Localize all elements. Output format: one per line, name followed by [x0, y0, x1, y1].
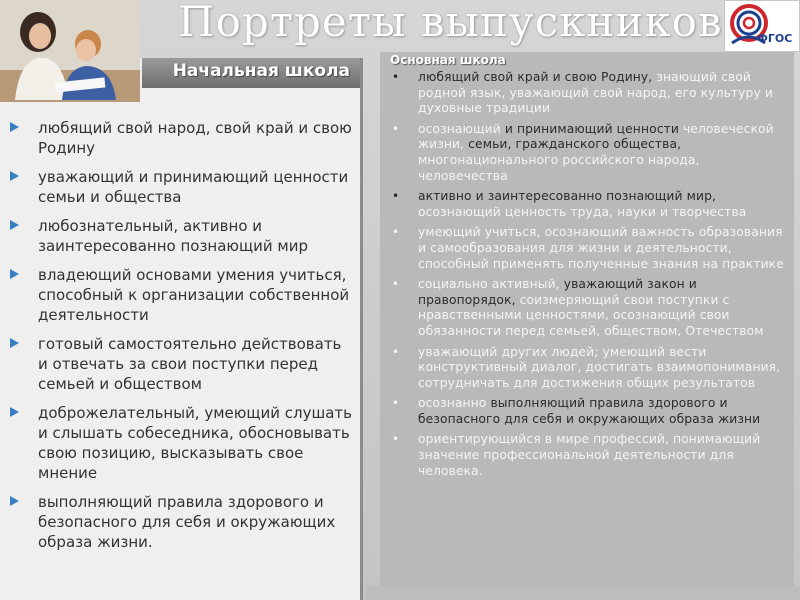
left-list-item-text: готовый самостоятельно действовать и отвечать за свои поступки перед семьей и обществом: [38, 335, 342, 393]
left-list-item-text: выполняющий правила здорового и безопасного для себя и окружающих образа жизни.: [38, 493, 336, 551]
right-list-item-segment: и принимающий ценности: [504, 121, 683, 136]
left-panel-primary-school: [0, 58, 363, 600]
right-list-item-segment: соизмеряющий свои поступки с нравственными ценностями, осознающий свои обязанности перед семьей, обществом, Отечеством: [418, 292, 764, 338]
arrow-bullet-icon: [10, 220, 19, 230]
left-list: [10, 118, 355, 561]
right-list-item-segment: любящий свой край и свою Родину,: [418, 70, 657, 84]
arrow-bullet-icon: [10, 269, 19, 279]
left-list-item: [10, 118, 355, 158]
arrow-bullet-icon: [10, 171, 19, 181]
right-list-item: [388, 189, 788, 220]
fgos-logo-text: ФГОС: [757, 32, 793, 45]
dot-bullet-icon: •: [392, 225, 400, 240]
right-panel-title: Основная школа: [390, 53, 506, 67]
fgos-logo: [724, 0, 800, 52]
right-list-item: [388, 122, 788, 184]
right-list-item-segment: ориентирующийся в мире профессий, понимающий значение профессиональной деятельности для человека.: [418, 432, 761, 478]
right-list-item-segment: активно и заинтересованно познающий мир,: [418, 189, 717, 204]
dot-bullet-icon: •: [392, 432, 400, 447]
arrow-bullet-icon: [10, 338, 19, 348]
left-list-item-text: уважающий и принимающий ценности семьи и общества: [38, 168, 349, 206]
right-list-item: [388, 277, 788, 339]
left-list-item-text: владеющий основами умения учиться, способный к организации собственной деятельности: [38, 266, 350, 324]
left-list-item-text: любящий свой народ, свой край и свою Родину: [38, 119, 352, 157]
dot-bullet-icon: •: [392, 344, 400, 359]
right-panel-secondary-school: [380, 52, 794, 586]
arrow-bullet-icon: [10, 407, 19, 417]
dot-bullet-icon: •: [392, 121, 400, 136]
right-list-item-segment: выполняющий правила здорового и безопасного для себя и окружающих образа жизни: [418, 396, 761, 426]
right-list-item: [388, 225, 788, 272]
right-list-item: [388, 70, 788, 117]
right-list-item-segment: уважающий закон и правопорядок,: [418, 277, 697, 307]
left-list-item: [10, 216, 355, 256]
right-list-item-segment: уважающий других людей; умеющий вести конструктивный диалог, достигать взаимопонимания, сотрудничать для достижения общих результатов: [418, 344, 781, 390]
right-list-item-segment: семьи, гражданского общества,: [468, 137, 682, 152]
left-list-item: [10, 492, 355, 552]
right-list-item-segment: осознающий: [418, 121, 505, 136]
bottom-strip: [366, 586, 800, 600]
right-list-item-segment: знающий свой родной язык, уважающий свой народ, его культуру и духовные традиции: [418, 70, 773, 116]
right-list-item-segment: социально активный,: [418, 277, 564, 292]
right-list: [388, 70, 788, 484]
right-list-item-segment: многонационального российского народа, человечества: [418, 152, 700, 183]
left-list-item: [10, 167, 355, 207]
page-title: Портреты выпускников: [178, 0, 723, 46]
right-list-item-segment: умеющий учиться, осознающий важность образования и самообразования для жизни и деятельности, способный применять полученные знания на практике: [418, 225, 784, 271]
arrow-bullet-icon: [10, 122, 19, 132]
right-list-item: [388, 432, 788, 479]
left-list-item-text: доброжелательный, умеющий слушать и слышать собеседника, обосновывать свою позицию, высказывать свое мнение: [38, 404, 352, 482]
left-list-item-text: любознательный, активно и заинтересованно познающий мир: [38, 217, 309, 255]
dot-bullet-icon: •: [392, 70, 400, 84]
left-list-item: [10, 334, 355, 394]
teacher-student-photo: [0, 0, 140, 102]
left-list-item: [10, 265, 355, 325]
right-list-item-segment: человеческой жизни,: [418, 121, 774, 152]
left-panel-title: Начальная школа: [172, 61, 350, 81]
right-list-item: [388, 345, 788, 392]
arrow-bullet-icon: [10, 496, 19, 506]
right-list-item-segment: осознанно: [418, 396, 491, 411]
right-list-item: [388, 396, 788, 427]
dot-bullet-icon: •: [392, 189, 400, 204]
dot-bullet-icon: •: [392, 396, 400, 411]
right-list-item-segment: осознающий ценность труда, науки и творчества: [418, 204, 747, 219]
left-list-item: [10, 403, 355, 483]
dot-bullet-icon: •: [392, 277, 400, 292]
left-panel-header: [142, 58, 360, 88]
